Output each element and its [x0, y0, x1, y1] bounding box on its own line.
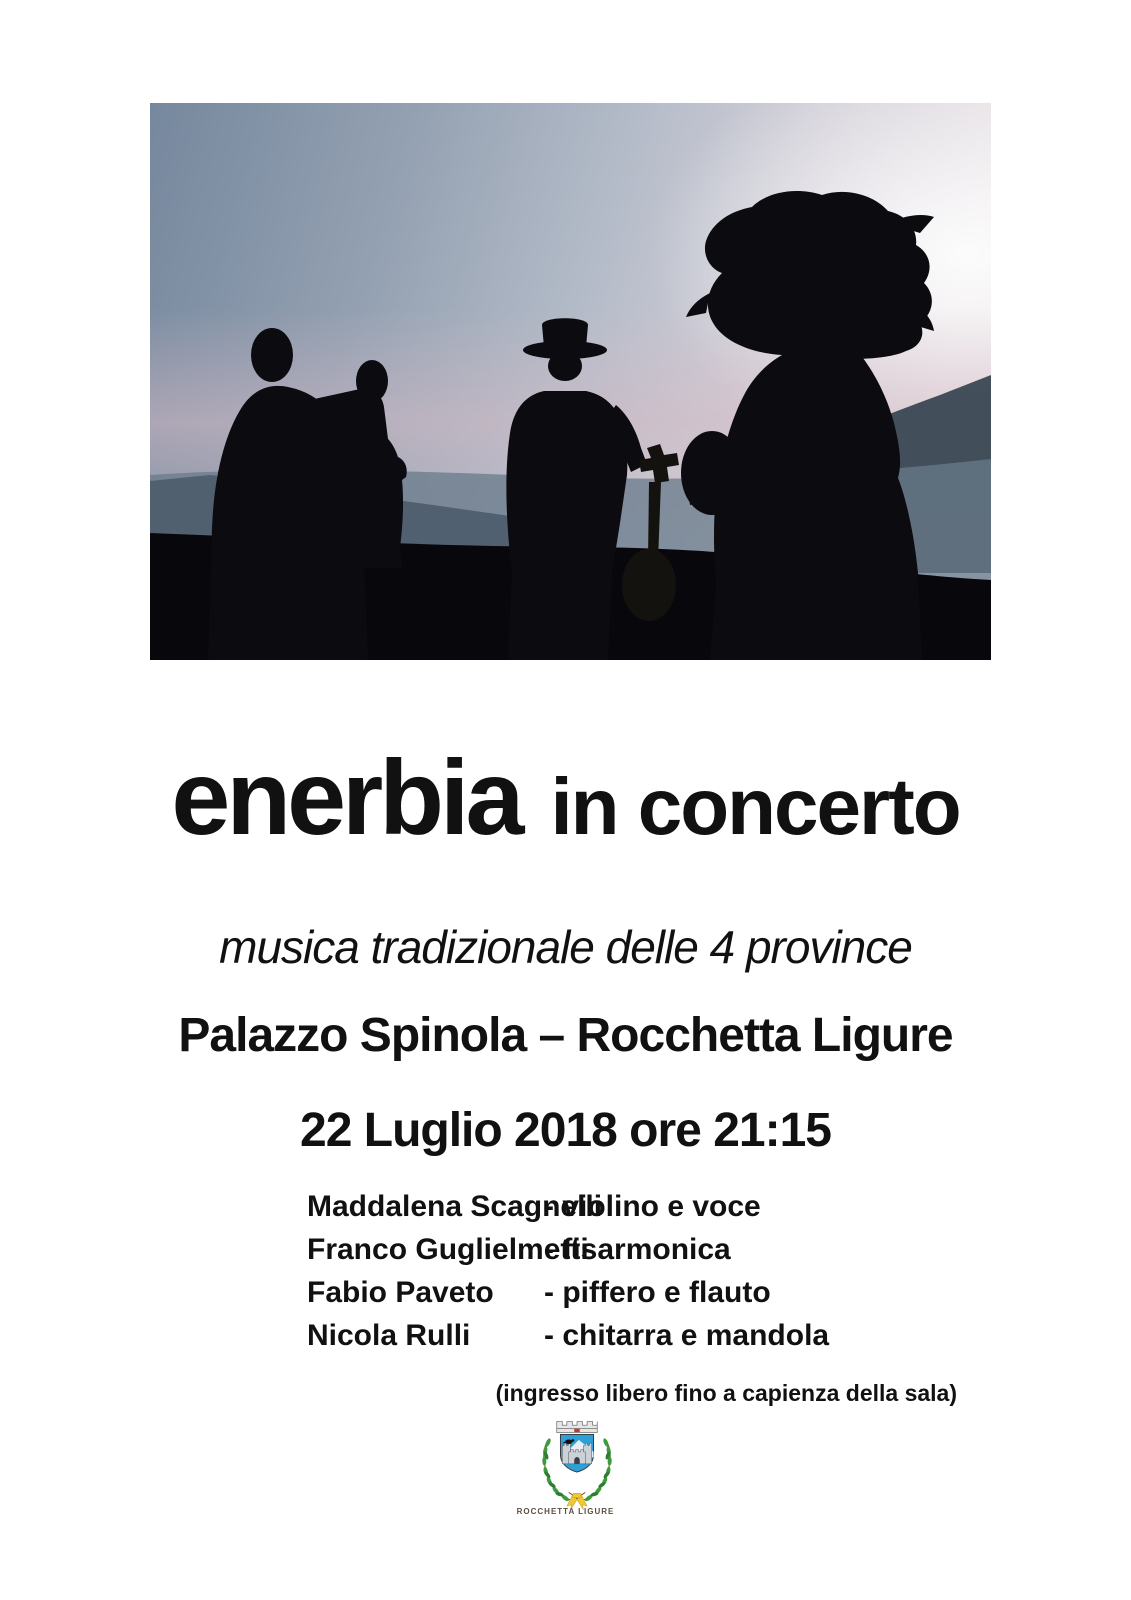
performer-row — [307, 1228, 829, 1271]
coat-of-arms-icon — [531, 1414, 623, 1510]
performer-instrument: - violino e voce — [544, 1190, 761, 1223]
free-entry-note: (ingresso libero fino a capienza della sala) — [495, 1380, 957, 1406]
performer-row — [307, 1271, 829, 1314]
performer-name: Maddalena Scagnelli — [307, 1190, 603, 1223]
title-suffix: in concerto — [550, 762, 960, 851]
performer-name: Franco Guglielmetti — [307, 1233, 589, 1266]
poster-title — [0, 739, 1131, 857]
title-band-name: enerbia — [171, 739, 521, 857]
band-photo — [150, 103, 991, 660]
venue-line: Palazzo Spinola – Rocchetta Ligure — [178, 1009, 953, 1062]
band-photo-illustration — [150, 103, 991, 660]
performer-row — [307, 1185, 829, 1228]
performer-row — [307, 1314, 829, 1357]
performer-name: Fabio Paveto — [307, 1276, 494, 1309]
crest-label: ROCCHETTA LIGURE — [516, 1507, 615, 1516]
subtitle: musica tradizionale delle 4 province — [219, 921, 912, 973]
datetime-line: 22 Luglio 2018 ore 21:15 — [300, 1104, 831, 1157]
mural-crown-icon — [557, 1422, 597, 1433]
shield-icon — [560, 1434, 593, 1472]
performer-name: Nicola Rulli — [307, 1319, 471, 1352]
municipal-crest — [531, 1414, 623, 1510]
performer-instrument: - chitarra e mandola — [544, 1319, 830, 1352]
performer-instrument: - fisarmonica — [544, 1233, 731, 1266]
performers-list — [307, 1185, 829, 1357]
performer-instrument: - piffero e flauto — [544, 1276, 771, 1309]
